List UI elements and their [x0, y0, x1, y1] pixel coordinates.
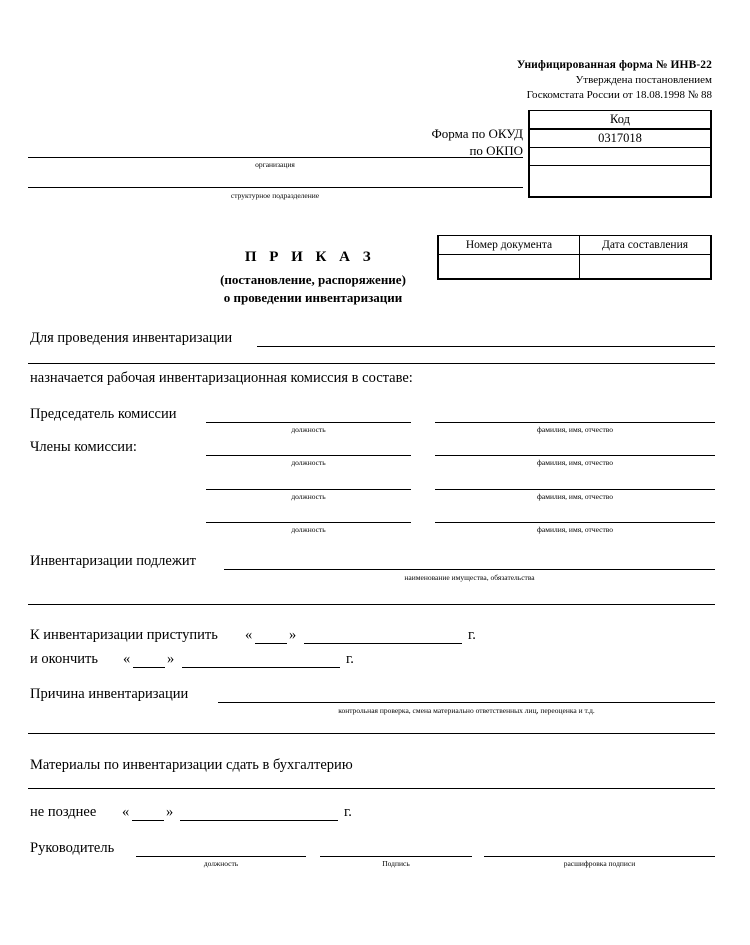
page-subtitle-2: о проведении инвентаризации — [223, 290, 403, 305]
subject-label: Инвентаризации подлежит — [30, 553, 196, 569]
chairman-position-rule[interactable] — [206, 422, 411, 423]
doc-date-value[interactable] — [580, 255, 712, 280]
manager-signature-caption: Подпись — [382, 859, 410, 868]
manager-signature-rule[interactable] — [320, 856, 472, 857]
authority-line: Госкомстата России от 18.08.1998 № 88 — [526, 88, 712, 101]
submit-rule[interactable] — [28, 788, 715, 789]
chairman-fullname-rule[interactable] — [435, 422, 715, 423]
end-quote-open: « — [123, 651, 131, 667]
member-2-position-caption: должность — [291, 492, 326, 501]
deadline-day-rule[interactable] — [132, 820, 164, 821]
code-table-okud-row — [529, 129, 711, 148]
okpo-value-cell[interactable] — [529, 148, 711, 166]
organization-rule[interactable] — [28, 157, 523, 158]
subject-caption: наименование имущества, обязательства — [404, 573, 535, 582]
okpo-label: по ОКПО — [469, 143, 523, 158]
chairman-fullname-caption: фамилия, имя, отчество — [537, 425, 613, 434]
start-month-rule[interactable] — [304, 643, 462, 644]
organization-caption: организация — [255, 160, 295, 169]
reason-rule-2[interactable] — [28, 733, 715, 734]
deadline-quote-close: » — [166, 804, 174, 820]
form-title: Унифицированная форма № ИНВ-22 — [516, 59, 712, 71]
code-table-extra-row — [529, 166, 711, 198]
form-approval-header — [517, 58, 712, 103]
purpose-rule-2[interactable] — [28, 363, 715, 364]
start-day-rule[interactable] — [255, 643, 287, 644]
page-title: П Р И К А З — [244, 249, 376, 265]
doc-number-value[interactable] — [438, 255, 580, 280]
end-label: и окончить — [30, 651, 98, 667]
member-1-position-rule[interactable] — [206, 455, 411, 456]
approved-line: Утверждена постановлением — [575, 74, 712, 87]
page-subtitle-1: (постановление, распоряжение) — [220, 272, 406, 287]
reason-caption: контрольная проверка, смена материально ответственных лиц, переоценка и т.д. — [338, 706, 595, 715]
end-day-rule[interactable] — [133, 667, 165, 668]
member-3-position-rule[interactable] — [206, 522, 411, 523]
purpose-rule[interactable] — [257, 346, 715, 347]
deadline-quote-open: « — [122, 804, 130, 820]
code-table — [528, 110, 712, 198]
member-3-fullname-rule[interactable] — [435, 522, 715, 523]
subdivision-caption: структурное подразделение — [230, 191, 320, 200]
start-year-suffix: г. — [468, 627, 476, 643]
subject-rule-2[interactable] — [28, 604, 715, 605]
start-label: К инвентаризации приступить — [30, 627, 218, 643]
manager-position-rule[interactable] — [136, 856, 306, 857]
purpose-label: Для проведения инвентаризации — [30, 330, 233, 346]
doc-table-value-row — [438, 255, 711, 280]
manager-signature-decode-caption: расшифровка подписи — [563, 859, 636, 868]
okud-label: Форма по ОКУД — [431, 126, 523, 141]
code-table-header-row — [529, 111, 711, 130]
end-year-suffix: г. — [346, 651, 354, 667]
deadline-year-suffix: г. — [344, 804, 352, 820]
member-2-fullname-rule[interactable] — [435, 489, 715, 490]
document-number-table — [437, 235, 712, 280]
member-3-position-caption: должность — [291, 525, 326, 534]
subject-rule[interactable] — [224, 569, 715, 570]
member-1-fullname-rule[interactable] — [435, 455, 715, 456]
appointment-text: назначается рабочая инвентаризационная комиссия в составе: — [30, 370, 413, 386]
extra-value-cell[interactable] — [529, 166, 711, 198]
member-1-position-caption: должность — [291, 458, 326, 467]
reason-rule[interactable] — [218, 702, 715, 703]
member-2-position-rule[interactable] — [206, 489, 411, 490]
member-2-fullname-caption: фамилия, имя, отчество — [537, 492, 613, 501]
manager-label: Руководитель — [30, 840, 115, 856]
doc-date-header: Дата составления — [580, 236, 712, 255]
member-1-fullname-caption: фамилия, имя, отчество — [537, 458, 613, 467]
end-month-rule[interactable] — [182, 667, 340, 668]
manager-position-caption: должность — [203, 859, 239, 868]
okud-value-cell[interactable]: 0317018 — [529, 129, 711, 148]
code-table-okpo-row — [529, 148, 711, 166]
deadline-month-rule[interactable] — [180, 820, 338, 821]
code-header-cell: Код — [529, 111, 711, 130]
deadline-label: не позднее — [30, 804, 97, 820]
doc-table-header-row — [438, 236, 711, 255]
subdivision-rule[interactable] — [28, 187, 523, 188]
doc-number-header: Номер документа — [438, 236, 580, 255]
submit-label: Материалы по инвентаризации сдать в бухгалтерию — [30, 757, 353, 773]
end-quote-close: » — [167, 651, 175, 667]
manager-signature-decode-rule[interactable] — [484, 856, 715, 857]
members-label: Члены комиссии: — [30, 439, 137, 455]
reason-label: Причина инвентаризации — [30, 686, 189, 702]
start-quote-open: « — [245, 627, 253, 643]
chairman-label: Председатель комиссии — [30, 406, 177, 422]
start-quote-close: » — [289, 627, 297, 643]
member-3-fullname-caption: фамилия, имя, отчество — [537, 525, 613, 534]
chairman-position-caption: должность — [291, 425, 326, 434]
